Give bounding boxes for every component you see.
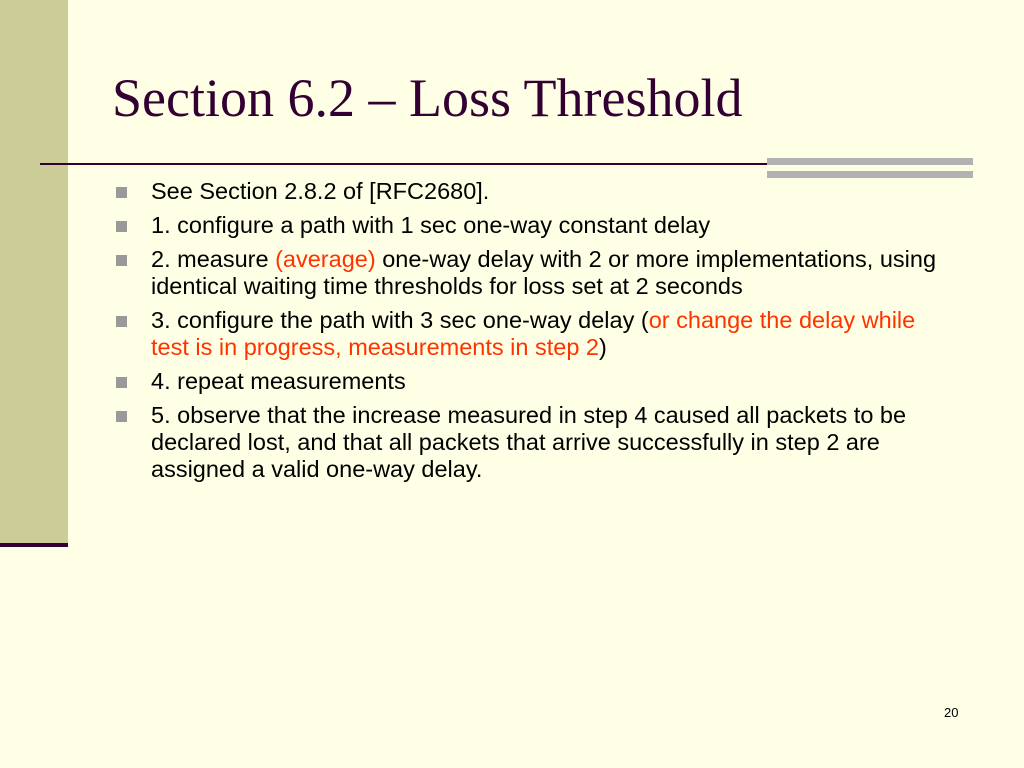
square-bullet-icon [116, 411, 127, 422]
bullet-item [112, 368, 952, 395]
square-bullet-icon [116, 316, 127, 327]
bullet-item [112, 307, 952, 361]
page-number: 20 [944, 705, 959, 720]
square-bullet-icon [116, 377, 127, 388]
bullet-text: 5. observe that the increase measured in step 4 caused all packets to be declared lost, and that all packets that arrive successfully in step 2 are assigned a valid one-way delay. [151, 402, 907, 482]
bullet-text: one-way delay with 2 or more implementations, using identical waiting time thresholds for loss set at 2 seconds [151, 246, 937, 299]
bullet-text: 4. repeat measurements [151, 368, 406, 394]
bullet-text: 1. configure a path with 1 sec one-way constant delay [151, 212, 711, 238]
square-bullet-icon [116, 187, 127, 198]
sidebar-decoration [0, 0, 68, 545]
bullet-list [112, 178, 952, 490]
accent-bar-bottom [767, 171, 973, 178]
highlighted-text: (average) [275, 246, 376, 272]
square-bullet-icon [116, 221, 127, 232]
bullet-text: See Section 2.8.2 of [RFC2680]. [151, 178, 490, 204]
bullet-item [112, 402, 952, 483]
square-bullet-icon [116, 255, 127, 266]
slide-title: Section 6.2 – Loss Threshold [112, 68, 743, 128]
bullet-item [112, 246, 952, 300]
sidebar-rule [0, 543, 68, 547]
bullet-item [112, 178, 952, 205]
bullet-text: ) [599, 334, 607, 360]
bullet-text: 2. measure [151, 246, 276, 272]
bullet-item [112, 212, 952, 239]
title-rule [40, 163, 810, 165]
bullet-text: 3. configure the path with 3 sec one-way delay ( [151, 307, 649, 333]
highlighted-text: or change the delay while test is in progress, measurements in step 2 [151, 307, 916, 360]
accent-bar-top [767, 158, 973, 165]
